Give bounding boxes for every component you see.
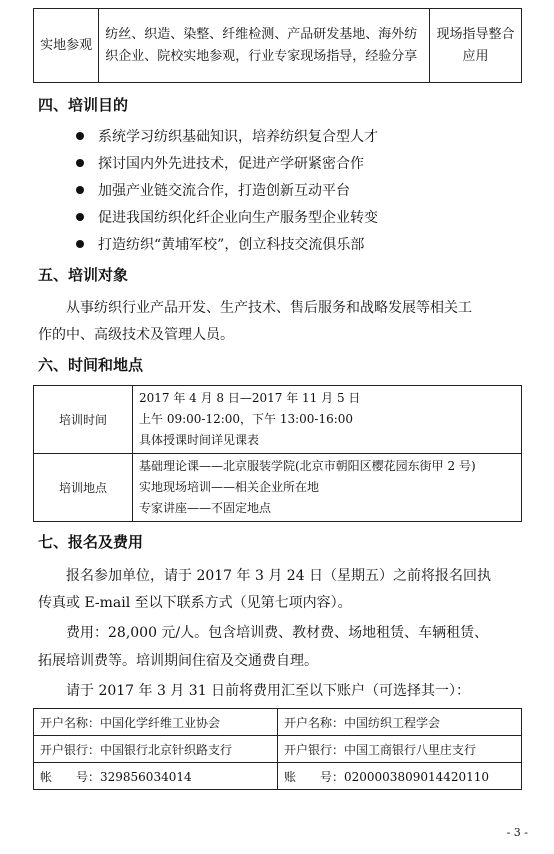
account-name-cell: 开户名称：中国纺织工程学会 bbox=[278, 709, 522, 736]
table-row bbox=[34, 386, 522, 454]
field-visit-content: 纺丝、织造、染整、纤维检测、产品研发基地、海外纺织企业、院校实地参观，行业专家现场指导，经验分享 bbox=[99, 9, 430, 83]
account-name-cell: 开户名称：中国化学纤维工业协会 bbox=[34, 709, 278, 736]
time-label: 培训时间 bbox=[34, 386, 133, 454]
bullet-dot-icon bbox=[76, 159, 84, 167]
place-label: 培训地点 bbox=[34, 454, 133, 522]
fee-text-line1: 费用：28,000 元/人。包含培训费、教材费、场地租赁、车辆租赁、 bbox=[66, 625, 489, 641]
bullet-dot-icon bbox=[76, 186, 84, 194]
bank-account-table bbox=[33, 708, 522, 790]
table-row bbox=[34, 454, 522, 522]
table-row bbox=[34, 763, 522, 790]
account-number-cell: 帐 号：329856034014 bbox=[34, 763, 278, 790]
bullet-item: 加强产业链交流合作，打造创新互动平台 bbox=[76, 180, 350, 200]
time-line: 2017 年 4 月 8 日—2017 年 11 月 5 日 bbox=[139, 391, 361, 405]
bullet-item: 促进我国纺织化纤企业向生产服务型企业转变 bbox=[76, 207, 378, 227]
section-title-time-place: 六、时间和地点 bbox=[38, 356, 144, 374]
payment-instruction: 请于 2017 年 3 月 31 日前将费用汇至以下账户（可选择其一）： bbox=[66, 683, 471, 699]
bank-cell: 开户银行：中国工商银行八里庄支行 bbox=[278, 736, 522, 763]
bullet-dot-icon bbox=[76, 213, 84, 221]
bullet-dot-icon bbox=[76, 240, 84, 248]
place-line: 专家讲座——不固定地点 bbox=[139, 501, 272, 515]
table-row bbox=[34, 709, 522, 736]
place-line: 基础理论课——北京服装学院(北京市朝阳区樱花园东街甲 2 号) bbox=[139, 459, 476, 473]
time-line: 具体授课时间详见课表 bbox=[139, 433, 260, 447]
account-number-cell: 账 号：0200003809014420110 bbox=[278, 763, 522, 790]
field-visit-label: 实地参观 bbox=[34, 9, 99, 83]
registration-text-line2: 传真或 E-mail 至以下联系方式（见第七项内容）。 bbox=[38, 595, 352, 611]
section-title-purpose: 四、培训目的 bbox=[38, 96, 129, 114]
bank-cell: 开户银行：中国银行北京针织路支行 bbox=[34, 736, 278, 763]
bullet-item: 打造纺织“黄埔军校”，创立科技交流俱乐部 bbox=[76, 234, 364, 254]
bullet-dot-icon bbox=[76, 132, 84, 140]
time-place-table bbox=[33, 385, 522, 522]
time-line: 上午 09:00-12:00，下午 13:00-16:00 bbox=[139, 412, 354, 426]
bullet-item: 探讨国内外先进技术，促进产学研紧密合作 bbox=[76, 153, 364, 173]
audience-text-line1: 从事纺织行业产品开发、生产技术、售后服务和战略发展等相关工 bbox=[66, 300, 472, 316]
bullet-item: 系统学习纺织基础知识，培养纺织复合型人才 bbox=[76, 126, 378, 146]
place-line: 实地现场培训——相关企业所在地 bbox=[139, 480, 320, 494]
fee-text-line2: 拓展培训费等。培训期间住宿及交通费自理。 bbox=[38, 653, 318, 669]
section-title-registration: 七、报名及费用 bbox=[38, 533, 144, 551]
table-row bbox=[34, 736, 522, 763]
audience-text-line2: 作的中、高级技术及管理人员。 bbox=[38, 327, 234, 343]
field-visit-mode: 现场指导整合应用 bbox=[430, 9, 522, 83]
registration-text-line1: 报名参加单位，请于 2017 年 3 月 24 日（星期五）之前将报名回执 bbox=[66, 568, 492, 584]
section-title-audience: 五、培训对象 bbox=[38, 266, 129, 284]
page-number: - 3 - bbox=[506, 826, 528, 839]
field-visit-table bbox=[33, 8, 522, 83]
